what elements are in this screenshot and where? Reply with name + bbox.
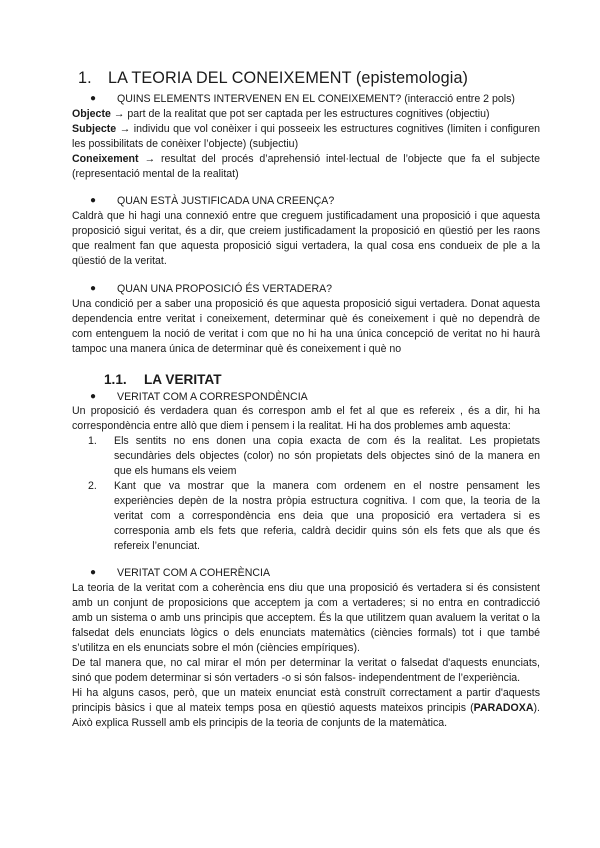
list-item <box>72 479 540 554</box>
bullet-proposicio <box>72 282 540 297</box>
bullet-creenca <box>72 194 540 209</box>
bullet-dot-icon: ● <box>90 93 97 104</box>
bullet-text: VERITAT COM A CORRESPONDÈNCIA <box>117 390 308 403</box>
section-title: LA TEORIA DEL CONEIXEMENT (epistemologia) <box>108 69 469 87</box>
section-title: LA VERITAT <box>144 371 222 387</box>
definition-subjecte <box>72 122 540 152</box>
term-coneixement: Coneixement <box>72 152 139 165</box>
bullet-text: VERITAT COM A COHERÈNCIA <box>117 567 271 580</box>
section-number: 1. <box>78 69 92 87</box>
section-heading-1-1 <box>72 371 540 388</box>
list-number: 1. <box>88 435 97 448</box>
bullet-coherencia <box>72 566 540 581</box>
term-subjecte: Subjecte <box>72 122 117 135</box>
section-number: 1.1. <box>104 371 127 387</box>
paragraph-creenca: Caldrà que hi hagi una connexió entre que creguem justificadament una proposició i que aquesta proposició sigui veritat, és a dir, que creiem justificadament la proposició en qüestió per les raons que realment fan que aquesta proposició sigui vertadera, la qual cosa ens condueix de ple a la qüestió de la veritat. <box>72 210 540 268</box>
bullet-text: QUINS ELEMENTS INTERVENEN EN EL CONEIXEMENT? (interacció entre 2 pols) <box>117 93 515 105</box>
paragraph-coherencia-1: La teoria de la veritat com a coherència ens diu que una proposició és vertadera si és consistent amb un conjunt de proposicions que acceptem ja com a vertaderes; si no entra en contradicció amb un sistema o amb uns principis que acceptem. És la que utilitzem quan avaluem la veritat o la falsedat dels enunciats lògics o dels enunciats matemàtics (ciències formals) tot i que també s’utilitza en els enunciats sobre el món (ciències empíriques). <box>72 582 540 654</box>
list-number: 2. <box>88 479 97 492</box>
definition-text: → resultat del procés d’aprehensió intel·lectual de l’objecte que fa el subjecte (representació mental de la realitat) <box>72 152 540 180</box>
bullet-text: QUAN ESTÀ JUSTIFICADA UNA CREENÇA? <box>117 195 335 208</box>
paragraph-coherencia-2: De tal manera que, no cal mirar el món per determinar la veritat o falsedat d'aquests enunciats, sinó que podem determinar si són vertaders -o si són falsos- independentment de l’experiència. <box>72 656 540 684</box>
bullet-text: QUAN UNA PROPOSICIÓ ÉS VERTADERA? <box>117 282 333 295</box>
paragraph-proposicio: Una condició per a saber una proposició és que aquesta proposició sigui vertadera. Donat aquesta dependencia entre veritat i coneixement, determinar què és coneixement i què no dependrà de com entenguem la noció de veritat i com que no hi ha una única concepció de veritat no hi haurà tampoc una manera única de determinar què és coneixement i què no <box>72 297 540 355</box>
bullet-correspondencia <box>72 390 540 405</box>
bullet-dot-icon: ● <box>90 567 97 579</box>
term-paradoxa: PARADOXA <box>473 701 534 714</box>
definition-coneixement <box>72 152 540 182</box>
definition-objecte <box>72 107 540 122</box>
definition-text: → individu que vol conèixer i qui posseeix les estructures cognitives (limiten i configuren les possibilitats de conèixer l’objecte) (subjectiu) <box>72 122 540 150</box>
section-heading-1 <box>72 68 540 88</box>
paragraph-text: Hi ha alguns casos, però, que un mateix enunciat està construït correctament a partir d'aquests principis bàsics i que al mateix temps posa en qüestió aquests mateixos principis ( <box>72 686 540 714</box>
list-item-text: Els sentits no ens donen una copia exacta de com és la realitat. Les propietats secundàries dels objectes (color) no són propietats dels objectes sinó de la manera en que els humans els veiem <box>114 435 540 478</box>
paragraph-text: ). Això explica Russell amb els principis de la teoria de conjunts de la matemàtica. <box>72 701 540 729</box>
bullet-elements <box>72 92 540 107</box>
list-item <box>72 434 540 479</box>
definition-text: → part de la realitat que pot ser captada per les estructures cognitives (objectiu) <box>110 107 490 120</box>
bullet-dot-icon: ● <box>90 390 97 402</box>
paragraph-correspondencia: Un proposició és verdadera quan és correspon amb el fet al que es refereix , és a dir, hi ha correspondència entre allò que diem i pensem i la realitat. Hi ha dos problemes amb aquesta: <box>72 405 540 433</box>
paragraph-coherencia-3 <box>72 686 540 731</box>
list-item-text: Kant que va mostrar que la manera com ordenem en el nostre pensament les experiències depèn de la nostra pròpia estructura cognitiva. I com que, la teoria de la veritat com a correspondència ens deia que una proposició era vertadera si es corresponia amb els fets que referia, caldrà decidir quins són els fets que als que és refereix l’enunciat. <box>114 479 540 552</box>
bullet-dot-icon: ● <box>90 282 97 294</box>
term-objecte: Objecte <box>72 107 111 120</box>
bullet-dot-icon: ● <box>90 195 97 207</box>
numbered-list <box>72 434 540 553</box>
